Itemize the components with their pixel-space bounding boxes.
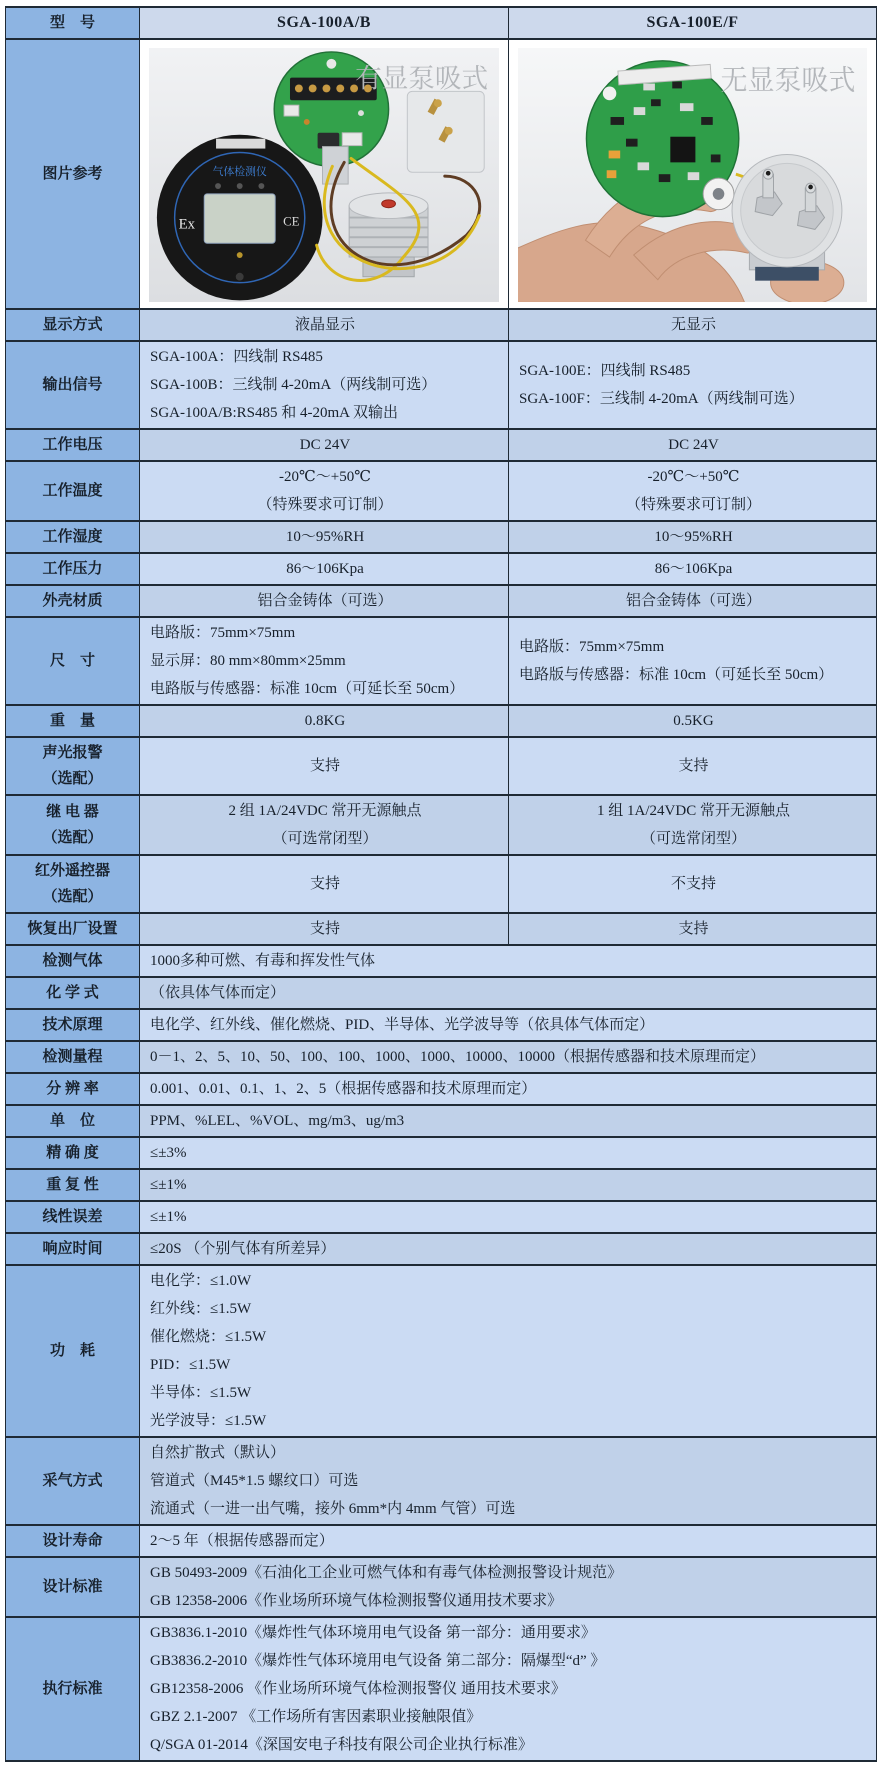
spec-value: 1000多种可燃、有毒和挥发性气体 — [140, 945, 877, 977]
row-label: 工作电压 — [6, 429, 140, 461]
table-row — [6, 1525, 877, 1557]
spec-value: 电化学：≤1.0W 红外线：≤1.5W 催化燃烧：≤1.5W PID：≤1.5W 半导体：≤1.5W 光学波导：≤1.5W — [140, 1265, 877, 1437]
row-label: 设计寿命 — [6, 1525, 140, 1557]
table-row — [6, 1233, 877, 1265]
spec-value: 铝合金铸体（可选） — [140, 585, 509, 617]
spec-value: ≤20S （个别气体有所差异） — [140, 1233, 877, 1265]
device-title-text: 气体检测仪 — [212, 166, 267, 179]
spec-value: -20℃～+50℃ （特殊要求可订制） — [509, 461, 877, 521]
table-row — [6, 429, 877, 461]
spec-value: PPM、%LEL、%VOL、mg/m3、ug/m3 — [140, 1105, 877, 1137]
row-label: 化 学 式 — [6, 977, 140, 1009]
row-label: 尺 寸 — [6, 617, 140, 705]
spec-value: 电路版：75mm×75mm 电路版与传感器：标准 10cm（可延长至 50cm） — [509, 617, 877, 705]
table-row — [6, 1009, 877, 1041]
spec-value: GB 50493-2009《石油化工企业可燃气体和有毒气体检测报警设计规范》 GB 12358-2006《作业场所环境气体检测报警仪通用技术要求》 — [140, 1557, 877, 1617]
photo-b-overlay-label: 无显泵吸式 — [720, 65, 856, 96]
spec-value: 支持 — [140, 737, 509, 795]
row-label: 继 电 器 （选配） — [6, 795, 140, 855]
table-row — [6, 1617, 877, 1761]
spec-value: 0－1、2、5、10、50、100、100、1000、1000、10000、10000（根据传感器和技术原理而定） — [140, 1041, 877, 1073]
table-row — [6, 553, 877, 585]
spec-value: 86～106Kpa — [140, 553, 509, 585]
spec-value: GB3836.1-2010《爆炸性气体环境用电气设备 第一部分：通用要求》 GB3836.2-2010《爆炸性气体环境用电气设备 第二部分：隔爆型“d” 》 GB12358-2006 《作业场所环境气体检测报警仪 通用技术要求》 GBZ 2.1-2007 《工作场所有害因素职业接触限值》 Q/SGA 01-2014《深国安电子科技有限公司企业执行标准》 — [140, 1617, 877, 1761]
row-label: 外壳材质 — [6, 585, 140, 617]
table-row — [6, 1073, 877, 1105]
spec-value: 支持 — [509, 913, 877, 945]
spec-value: SGA-100A：四线制 RS485 SGA-100B：三线制 4-20mA（两线制可选） SGA-100A/B:RS485 和 4-20mA 双输出 — [140, 341, 509, 429]
table-row — [6, 913, 877, 945]
model-a-name: SGA-100A/B — [140, 7, 509, 39]
gas-detector-display-icon — [157, 135, 323, 301]
spec-value: 电化学、红外线、催化燃烧、PID、半导体、光学波导等（依具体气体而定） — [140, 1009, 877, 1041]
spec-value: 支持 — [140, 913, 509, 945]
spec-value: 86～106Kpa — [509, 553, 877, 585]
row-label: 采气方式 — [6, 1437, 140, 1525]
spec-value: SGA-100E：四线制 RS485 SGA-100F：三线制 4-20mA（两线制可选） — [509, 341, 877, 429]
row-label: 执行标准 — [6, 1617, 140, 1761]
table-row — [6, 617, 877, 705]
row-label: 分 辨 率 — [6, 1073, 140, 1105]
row-label: 设计标准 — [6, 1557, 140, 1617]
table-row — [6, 1201, 877, 1233]
spec-value: ≤±1% — [140, 1169, 877, 1201]
spec-value: ≤±1% — [140, 1201, 877, 1233]
product-photo-b-graphic — [518, 48, 867, 302]
table-row — [6, 309, 877, 341]
pcb-board-icon — [586, 61, 738, 217]
ce-mark-text: CE — [283, 214, 300, 229]
spec-value: （依具体气体而定） — [140, 977, 877, 1009]
row-label: 显示方式 — [6, 309, 140, 341]
spec-value: 10～95%RH — [140, 521, 509, 553]
row-label: 功 耗 — [6, 1265, 140, 1437]
table-row — [6, 737, 877, 795]
spec-value: 2 组 1A/24VDC 常开无源触点 （可选常闭型） — [140, 795, 509, 855]
row-label: 响应时间 — [6, 1233, 140, 1265]
row-label: 重 复 性 — [6, 1169, 140, 1201]
row-label: 检测气体 — [6, 945, 140, 977]
spec-table — [5, 6, 877, 1762]
row-label: 单 位 — [6, 1105, 140, 1137]
row-label: 检测量程 — [6, 1041, 140, 1073]
spec-value: 液晶显示 — [140, 309, 509, 341]
photo-row — [6, 39, 877, 309]
row-label: 红外遥控器 （选配） — [6, 855, 140, 913]
spec-value: -20℃～+50℃ （特殊要求可订制） — [140, 461, 509, 521]
product-photo-a — [149, 48, 499, 302]
table-row — [6, 1265, 877, 1437]
photo-model-a — [140, 39, 509, 309]
row-label: 声光报警 （选配） — [6, 737, 140, 795]
pump-canister-icon — [407, 91, 484, 172]
table-row — [6, 855, 877, 913]
spec-value: DC 24V — [140, 429, 509, 461]
table-row — [6, 461, 877, 521]
header-row — [6, 7, 877, 39]
spec-value: 铝合金铸体（可选） — [509, 585, 877, 617]
spec-value: 0.8KG — [140, 705, 509, 737]
product-photo-a-graphic — [149, 48, 499, 302]
photo-model-b — [509, 39, 877, 309]
spec-value: DC 24V — [509, 429, 877, 461]
spec-value: 10～95%RH — [509, 521, 877, 553]
table-row — [6, 705, 877, 737]
spec-value: 0.001、0.01、0.1、1、2、5（根据传感器和技术原理而定） — [140, 1073, 877, 1105]
row-label: 精 确 度 — [6, 1137, 140, 1169]
spec-value: ≤±3% — [140, 1137, 877, 1169]
spec-value: 电路版：75mm×75mm 显示屏：80 mm×80mm×25mm 电路版与传感器：标准 10cm（可延长至 50cm） — [140, 617, 509, 705]
spec-value: 不支持 — [509, 855, 877, 913]
row-label: 恢复出厂设置 — [6, 913, 140, 945]
table-row — [6, 1041, 877, 1073]
photo-a-overlay-label: 有显泵吸式 — [355, 63, 489, 94]
table-row — [6, 1137, 877, 1169]
table-row — [6, 1169, 877, 1201]
row-label: 输出信号 — [6, 341, 140, 429]
table-row — [6, 1437, 877, 1525]
photo-row-label: 图片参考 — [6, 39, 140, 309]
row-label: 工作压力 — [6, 553, 140, 585]
model-row-label: 型 号 — [6, 7, 140, 39]
spec-value: 2～5 年（根据传感器而定） — [140, 1525, 877, 1557]
table-row — [6, 585, 877, 617]
spec-rows — [6, 309, 877, 1761]
spec-value: 1 组 1A/24VDC 常开无源触点 （可选常闭型） — [509, 795, 877, 855]
spec-value: 0.5KG — [509, 705, 877, 737]
spec-value: 自然扩散式（默认） 管道式（M45*1.5 螺纹口）可选 流通式（一进一出气嘴，接外 6mm*内 4mm 气管）可选 — [140, 1437, 877, 1525]
table-row — [6, 341, 877, 429]
table-row — [6, 977, 877, 1009]
ex-mark-text: Ex — [178, 216, 195, 233]
spec-value: 无显示 — [509, 309, 877, 341]
row-label: 工作温度 — [6, 461, 140, 521]
product-photo-b — [518, 48, 867, 302]
table-row — [6, 521, 877, 553]
row-label: 线性误差 — [6, 1201, 140, 1233]
spec-value: 支持 — [509, 737, 877, 795]
model-b-name: SGA-100E/F — [509, 7, 877, 39]
row-label: 工作湿度 — [6, 521, 140, 553]
table-row — [6, 1105, 877, 1137]
row-label: 重 量 — [6, 705, 140, 737]
spec-value: 支持 — [140, 855, 509, 913]
table-row — [6, 795, 877, 855]
table-row — [6, 1557, 877, 1617]
table-row — [6, 945, 877, 977]
row-label: 技术原理 — [6, 1009, 140, 1041]
